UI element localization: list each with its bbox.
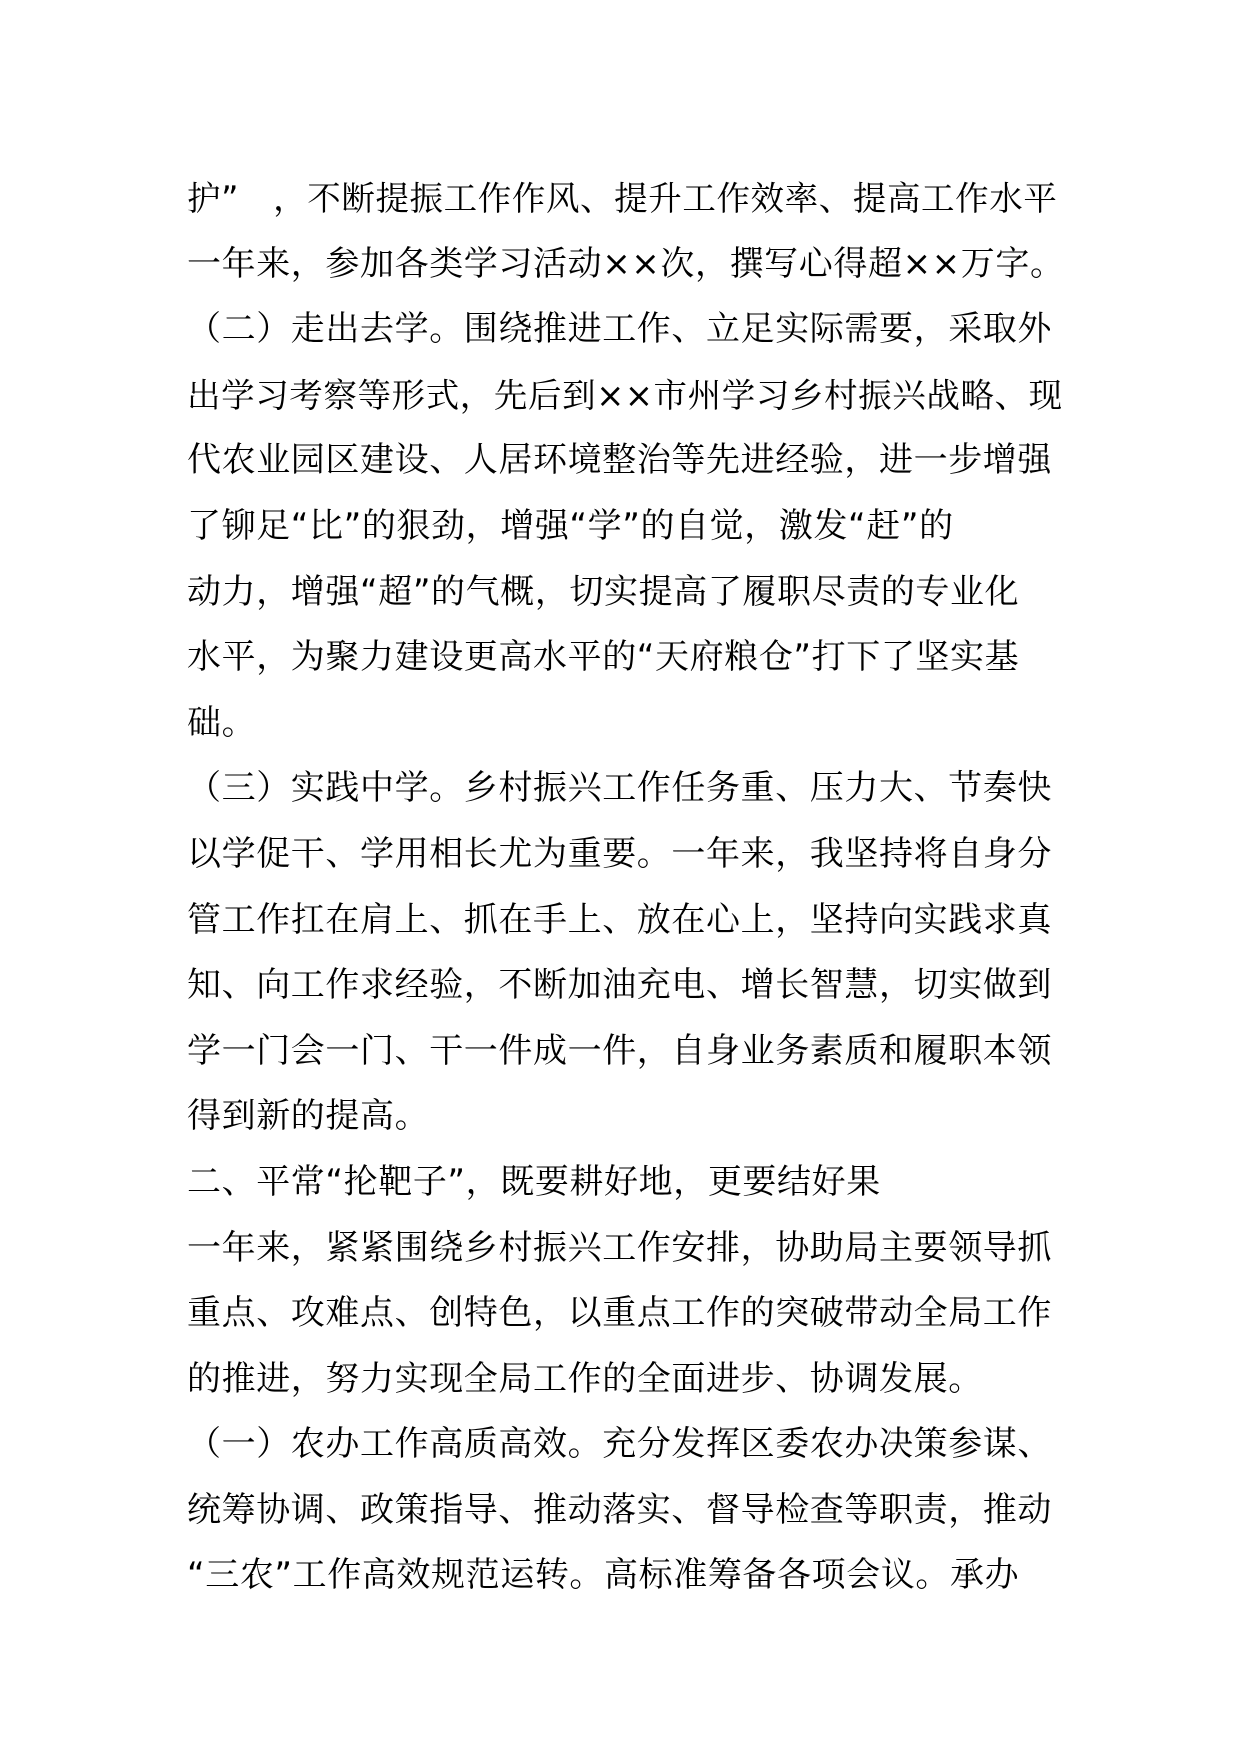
text-line: 水平，为聚力建设更高水平的“天府粮仓”打下了坚实基 — [187, 637, 1020, 678]
text-line: 动力，增强“超”的气概，切实提高了履职尽责的专业化 — [187, 571, 1020, 612]
text-line: （一）农办工作高质高效。充分发挥区委农办决策参谋、 — [187, 1424, 1052, 1465]
text-line: 管工作扛在肩上、抓在手上、放在心上，坚持向实践求真 — [187, 899, 1052, 940]
body-text — [187, 166, 1067, 1609]
text-line: “三农”工作高效规范运转。高标准筹备各项会议。承办 — [187, 1555, 1020, 1596]
text-line: 统筹协调、政策指导、推动落实、督导检查等职责，推动 — [187, 1489, 1052, 1530]
text-line: 的推进，努力实现全局工作的全面进步、协调发展。 — [187, 1358, 983, 1399]
text-line: 重点、攻难点、创特色，以重点工作的突破带动全局工作 — [187, 1293, 1052, 1334]
text-line: 础。 — [187, 702, 257, 743]
text-line: 一年来，参加各类学习活动××次，撰写心得超××万字。 — [187, 243, 1065, 284]
text-line: 一年来，紧紧围绕乡村振兴工作安排，协助局主要领导抓 — [187, 1227, 1052, 1268]
text-line: （二）走出去学。围绕推进工作、立足实际需要，采取外 — [187, 309, 1052, 350]
section-heading: 二、平常“抡靶子”，既要耕好地，更要结好果 — [187, 1161, 881, 1202]
text-line: 护” ，不断提振工作作风、提升工作效率、提高工作水平 — [187, 179, 1058, 218]
text-line: 得到新的提高。 — [187, 1096, 430, 1137]
text-line: 知、向工作求经验，不断加油充电、增长智慧，切实做到 — [187, 965, 1052, 1006]
text-line: 出学习考察等形式，先后到××市州学习乡村振兴战略、现 — [187, 375, 1063, 415]
text-line: 学一门会一门、干一件成一件，自身业务素质和履职本领 — [187, 1030, 1052, 1071]
text-line: （三）实践中学。乡村振兴工作任务重、压力大、节奏快 — [187, 768, 1052, 809]
text-line: 代农业园区建设、人居环境整治等先进经验，进一步增强 — [187, 440, 1052, 481]
text-line: 了铆足“比”的狠劲，增强“学”的自觉，激发“赶”的 — [187, 505, 954, 546]
text-line: 以学促干、学用相长尤为重要。一年来，我坚持将自身分 — [187, 833, 1052, 874]
